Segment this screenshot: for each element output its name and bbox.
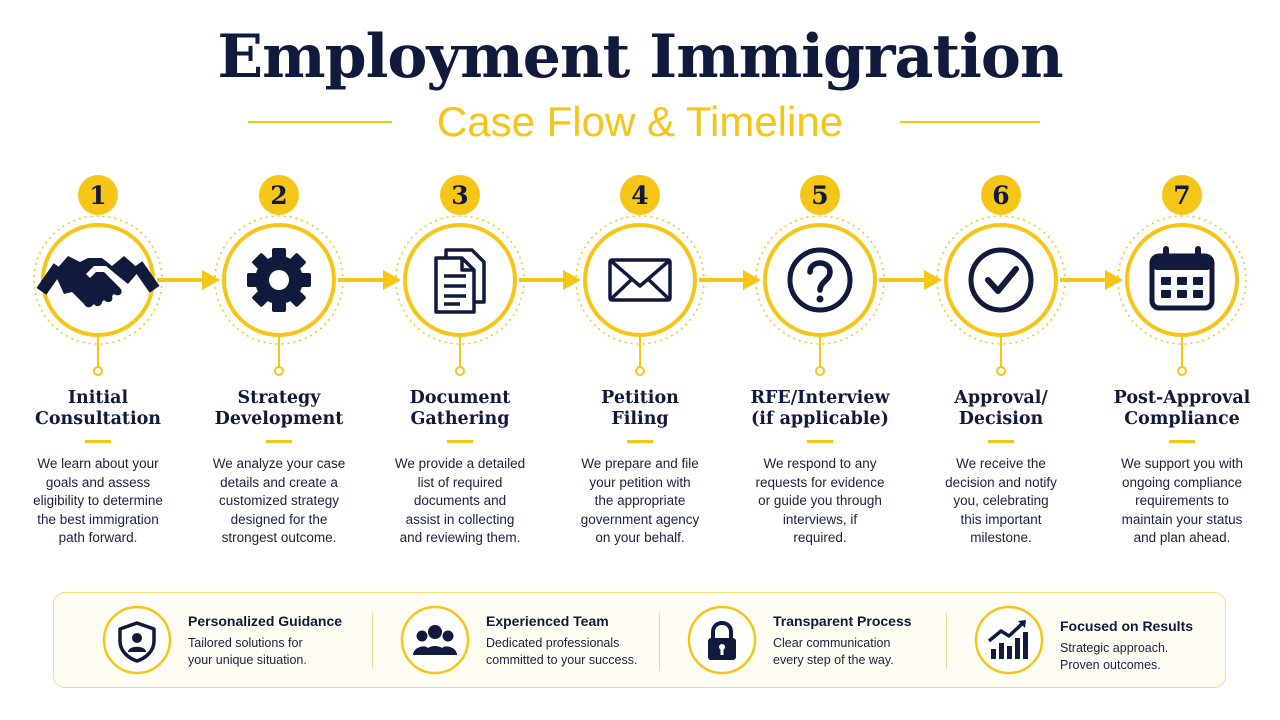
step-title-underline	[266, 440, 292, 443]
step-title-underline	[988, 440, 1014, 443]
features-panel	[53, 592, 1226, 688]
step-title-underline	[627, 440, 653, 443]
feature-title: Personalized Guidance	[188, 613, 343, 629]
step-description-line: We analyze your case	[212, 456, 346, 471]
step-description-line: We provide a detailed	[394, 456, 526, 471]
step-title-underline	[807, 440, 833, 443]
feature-divider	[372, 613, 373, 669]
step-description-line: We support you with	[1120, 456, 1244, 471]
step-title-line2: Filing	[611, 409, 669, 429]
step-description-line: We respond to any	[763, 456, 877, 471]
step-stem-dot	[275, 367, 283, 375]
flow-arrow	[338, 270, 401, 290]
feature-description-line: Dedicated professionals	[486, 636, 620, 650]
flow-steps	[34, 175, 1246, 375]
step-description-line: this important	[960, 511, 1042, 527]
feature-description-line: Clear communication	[773, 636, 891, 650]
step-number: 3	[451, 181, 469, 210]
step-description-line: We learn about your	[37, 456, 159, 471]
step-title-line1: Petition	[601, 388, 679, 408]
page-title: Employment Immigration	[217, 22, 1063, 92]
step-description-line: government agency	[580, 511, 700, 527]
step-title-line2: Development	[214, 409, 344, 429]
subtitle-row	[0, 98, 1280, 146]
step-description-line: milestone.	[970, 530, 1032, 546]
step-title-line2: Compliance	[1124, 409, 1240, 429]
step-description-line: ongoing compliance	[1121, 474, 1243, 490]
feature-description	[1060, 640, 1240, 674]
step-title	[375, 388, 545, 430]
step-title-line1: Document	[409, 388, 511, 408]
step-description	[195, 455, 363, 548]
flow-arrow	[1060, 270, 1123, 290]
feature-title: Focused on Results	[1060, 618, 1194, 634]
step-description-line: and plan ahead.	[1133, 530, 1231, 546]
step-title-line1: Post-Approval	[1113, 388, 1251, 408]
step-description-line: details and create a	[220, 474, 338, 490]
step-title-line1: Strategy	[237, 388, 321, 408]
feature-description	[486, 635, 666, 669]
step-node	[1118, 175, 1246, 375]
step-description-line: requests for evidence	[755, 474, 885, 490]
step-stem-dot	[636, 367, 644, 375]
step-description-line: path forward.	[58, 530, 138, 546]
step-number: 5	[811, 181, 829, 210]
step-node	[215, 175, 343, 375]
step-node	[756, 175, 884, 375]
feature-description-line: committed to your success.	[486, 653, 638, 667]
step-title-line1: RFE/Interview	[750, 388, 890, 408]
step-title	[555, 388, 725, 430]
step-description	[736, 455, 904, 548]
step-description-line: documents and	[413, 493, 507, 509]
feature-item	[400, 593, 670, 689]
feature-description	[188, 635, 368, 669]
step-number: 6	[992, 181, 1010, 210]
step-description-line: or guide you through	[758, 493, 882, 509]
step-number: 2	[270, 181, 288, 210]
lock-icon	[687, 605, 757, 675]
step-description	[376, 455, 544, 548]
step-description-line: We receive the	[956, 456, 1046, 471]
subtitle-right-rule	[900, 121, 1040, 123]
feature-description-line: Strategic approach.	[1060, 641, 1169, 655]
feature-item	[974, 593, 1244, 689]
timeline-flow	[0, 170, 1280, 390]
page-subtitle: Case Flow & Timeline	[436, 98, 844, 145]
step-description-line: the best immigration	[37, 511, 159, 527]
team-icon	[400, 605, 470, 675]
step-title-line2: Decision	[958, 409, 1044, 429]
step-description	[917, 455, 1085, 548]
step-number: 7	[1173, 181, 1191, 210]
step-ring	[585, 225, 695, 335]
step-title-line1: Initial	[67, 388, 129, 408]
feature-title: Transparent Process	[773, 613, 912, 629]
step-description-line: assist in collecting	[405, 511, 515, 527]
feature-divider	[946, 613, 947, 669]
feature-divider	[659, 613, 660, 669]
gear-icon	[247, 248, 311, 312]
step-stem-dot	[1178, 367, 1186, 375]
feature-description-line: Tailored solutions for	[188, 636, 303, 650]
step-title	[13, 388, 183, 430]
step-title	[194, 388, 364, 430]
step-description-line: decision and notify	[945, 474, 1057, 490]
step-stem-dot	[997, 367, 1005, 375]
step-number: 1	[89, 181, 107, 210]
step-node	[937, 175, 1065, 375]
flow-arrow	[519, 270, 581, 290]
step-title-underline	[447, 440, 473, 443]
step-description-line: maintain your status	[1121, 511, 1243, 527]
feature-item	[102, 593, 372, 689]
step-description-line: interviews, if	[782, 511, 858, 527]
feature-description-line: every step of the way.	[773, 653, 894, 667]
step-title-line2: Gathering	[410, 409, 510, 429]
step-node	[34, 175, 162, 375]
feature-description	[773, 635, 953, 669]
feature-title: Experienced Team	[486, 613, 609, 629]
step-ring	[946, 225, 1056, 335]
growth-chart-icon	[974, 605, 1044, 675]
flow-arrow	[699, 270, 761, 290]
step-stem-dot	[456, 367, 464, 375]
shield-person-icon	[102, 605, 172, 675]
flow-arrow	[157, 270, 220, 290]
step-description	[1098, 455, 1266, 548]
step-description-line: designed for the	[230, 511, 328, 527]
step-title	[1097, 388, 1267, 430]
step-node	[576, 175, 704, 375]
step-number: 4	[631, 181, 649, 210]
step-description-line: list of required	[417, 474, 503, 490]
step-description-line: customized strategy	[218, 493, 340, 509]
step-description	[14, 455, 182, 548]
step-title-underline	[85, 440, 111, 443]
step-description-line: your petition with	[589, 474, 691, 490]
step-description-line: on your behalf.	[595, 530, 685, 546]
step-stem-dot	[94, 367, 102, 375]
step-description	[556, 455, 724, 548]
step-description-line: goals and assess	[45, 474, 151, 490]
step-ring	[765, 225, 875, 335]
step-description-line: and reviewing them.	[399, 530, 521, 546]
step-title-line2: (if applicable)	[751, 409, 889, 429]
step-title-underline	[1169, 440, 1195, 443]
step-node	[396, 175, 524, 375]
step-title-line2: Consultation	[34, 409, 162, 429]
step-stem-dot	[816, 367, 824, 375]
step-description-line: strongest outcome.	[221, 530, 337, 546]
step-description-line: you, celebrating	[953, 493, 1049, 509]
feature-description-line: Proven outcomes.	[1060, 658, 1161, 672]
step-description-line: the appropriate	[594, 493, 686, 509]
step-description-line: required.	[793, 530, 847, 546]
step-description-line: eligibility to determine	[33, 493, 163, 509]
documents-icon	[436, 250, 484, 312]
step-description-line: We prepare and file	[581, 456, 699, 471]
feature-description-line: your unique situation.	[188, 653, 307, 667]
feature-item	[687, 593, 957, 689]
flow-arrow	[879, 270, 942, 290]
step-description-line: requirements to	[1135, 493, 1229, 509]
step-title	[916, 388, 1086, 430]
step-title-line1: Approval/	[954, 388, 1048, 408]
step-title	[735, 388, 905, 430]
